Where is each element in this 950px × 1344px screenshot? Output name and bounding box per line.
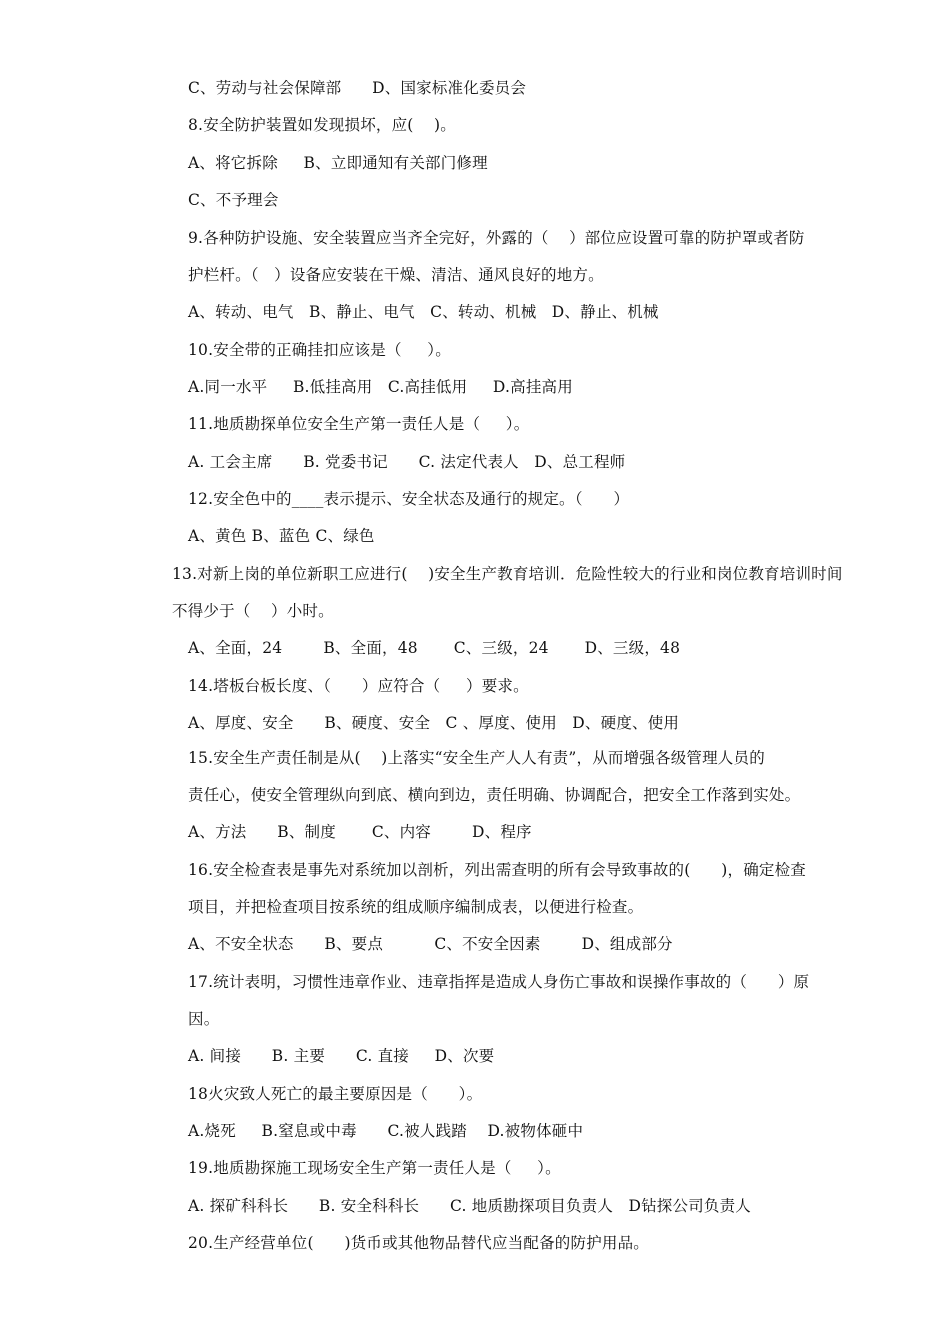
text-line: A、将它拆除 B、立即通知有关部门修理 (188, 154, 488, 172)
text-line: 11.地质勘探单位安全生产第一责任人是（ ）。 (188, 415, 530, 433)
text-line: 9.各种防护设施、安全装置应当齐全完好，外露的（ ）部位应设置可靠的防护罩或者防 (188, 229, 805, 247)
text-line: A、不安全状态 B、要点 C、不安全因素 D、组成部分 (188, 935, 673, 953)
text-line: 14.塔板台板长度、（ ）应符合（ ）要求。 (188, 677, 529, 695)
text-line: 护栏杆。（ ）设备应安装在干燥、清洁、通风良好的地方。 (188, 266, 604, 284)
text-line: 18火灾致人死亡的最主要原因是（ ）。 (188, 1085, 483, 1103)
text-line: 15.安全生产责任制是从( )上落实“安全生产人人有责”，从而增强各级管理人员的 (188, 749, 765, 767)
text-line: 10.安全带的正确挂扣应该是（ ）。 (188, 341, 451, 359)
text-line: 8.安全防护装置如发现损坏，应( )。 (188, 116, 456, 134)
text-line: A. 工会主席 B. 党委书记 C. 法定代表人 D、总工程师 (188, 453, 626, 471)
text-line: A.同一水平 B.低挂高用 C.高挂低用 D.高挂高用 (188, 378, 573, 396)
text-line: A.烧死 B.窒息或中毒 C.被人践踏 D.被物体砸中 (188, 1122, 584, 1140)
text-line: 因。 (188, 1010, 220, 1028)
text-line: A、厚度、安全 B、硬度、安全 C 、厚度、使用 D、硬度、使用 (188, 714, 680, 732)
text-line: 17.统计表明，习惯性违章作业、违章指挥是造成人身伤亡事故和误操作事故的（ ）原 (188, 973, 810, 991)
text-line: A、全面，24 B、全面，48 C、三级，24 D、三级，48 (188, 639, 681, 657)
text-line: 项目，并把检查项目按系统的组成顺序编制成表，以便进行检查。 (188, 898, 644, 916)
text-line: A、黄色 B、蓝色 C、绿色 (188, 527, 375, 545)
text-line: 19.地质勘探施工现场安全生产第一责任人是（ ）。 (188, 1159, 561, 1177)
text-line: A. 探矿科科长 B. 安全科科长 C. 地质勘探项目负责人 D钻探公司负责人 (188, 1197, 751, 1215)
text-line: A、转动、电气 B、静止、电气 C、转动、机械 D、静止、机械 (188, 303, 659, 321)
text-line: C、不予理会 (188, 191, 279, 209)
text-line: A. 间接 B. 主要 C. 直接 D、次要 (188, 1047, 495, 1065)
text-line: 12.安全色中的____表示提示、安全状态及通行的规定。（ ） (188, 490, 630, 508)
text-line: A、方法 B、制度 C、内容 D、程序 (188, 823, 532, 841)
text-line: C、劳动与社会保障部 D、国家标准化委员会 (188, 79, 527, 97)
text-line: 16.安全检查表是事先对系统加以剖析，列出需查明的所有会导致事故的( )，确定检查 (188, 861, 807, 879)
text-line: 责任心，使安全管理纵向到底、横向到边，责任明确、协调配合，把安全工作落到实处。 (188, 786, 801, 804)
text-line: 20.生产经营单位( )货币或其他物品替代应当配备的防护用品。 (188, 1234, 650, 1252)
text-line: 不得少于（ ）小时。 (172, 602, 334, 620)
text-line: 13.对新上岗的单位新职工应进行( )安全生产教育培训．危险性较大的行业和岗位教育培训时间 (172, 565, 843, 583)
